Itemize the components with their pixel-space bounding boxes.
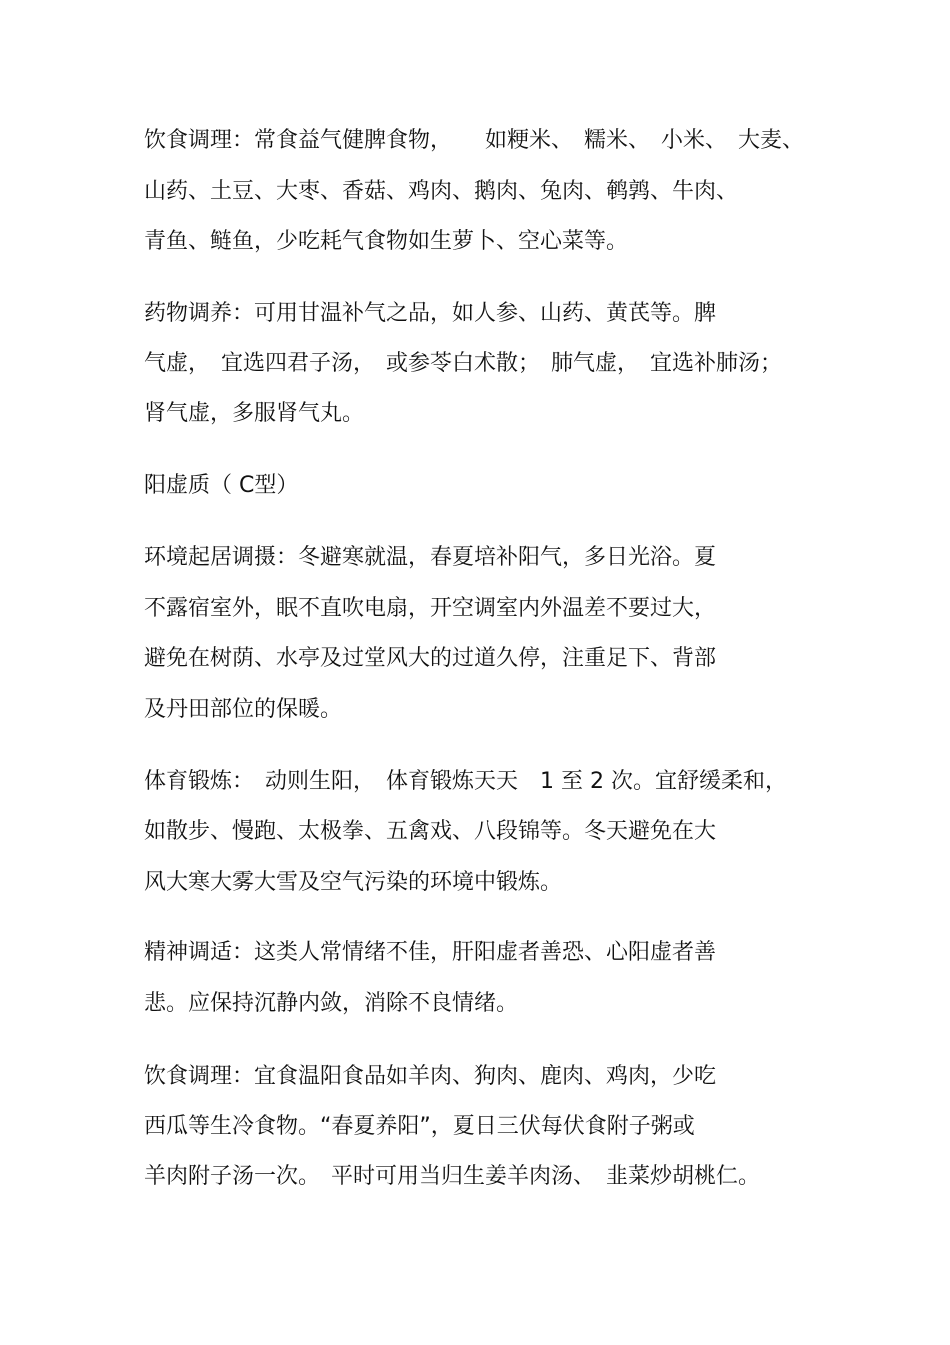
text-line: 环境起居调摄：冬避寒就温，春夏培补阳气，多日光浴。夏 [144, 545, 717, 570]
text-line: 饮食调理：常食益气健脾食物， 如粳米、 糯米、 小米、 大麦、 [144, 128, 805, 153]
text-line: 如散步、慢跑、太极拳、五禽戏、八段锦等。冬天避免在大 [144, 819, 717, 844]
text-line: 不露宿室外，眠不直吹电扇，开空调室内外温差不要过大， [144, 596, 717, 621]
text-line: 体育锻炼： 动则生阳， 体育锻炼天天 1 至 2 次。宜舒缓柔和， [144, 769, 787, 794]
text-line: 精神调适：这类人常情绪不佳，肝阳虚者善恐、心阳虚者善 [144, 940, 717, 965]
text-line: 避免在树荫、水亭及过堂风大的过道久停，注重足下、背部 [144, 646, 717, 671]
text-line: 悲。应保持沉静内敛，消除不良情绪。 [144, 991, 519, 1016]
text-line: 山药、土豆、大枣、香菇、鸡肉、鹅肉、兔肉、鹌鹑、牛肉、 [144, 179, 739, 204]
text-line: 及丹田部位的保暖。 [144, 697, 343, 722]
text-line: 风大寒大雾大雪及空气污染的环境中锻炼。 [144, 870, 563, 895]
text-line: 肾气虚，多服肾气丸。 [144, 401, 365, 426]
text-line: 青鱼、鲢鱼，少吃耗气食物如生萝卜、空心菜等。 [144, 229, 629, 254]
text-line: 羊肉附子汤一次。 平时可用当归生姜羊肉汤、 韭菜炒胡桃仁。 [144, 1164, 761, 1189]
section-heading: 阳虚质（ C型） [144, 473, 299, 498]
text-line: 药物调养：可用甘温补气之品，如人参、山药、黄芪等。脾 [144, 301, 717, 326]
text-line: 气虚， 宜选四君子汤， 或参苓白术散； 肺气虚， 宜选补肺汤； [144, 351, 783, 376]
text-line: 西瓜等生冷食物。“春夏养阳”，夏日三伏每伏食附子粥或 [144, 1114, 695, 1139]
text-line: 饮食调理：宜食温阳食品如羊肉、狗肉、鹿肉、鸡肉，少吃 [144, 1064, 717, 1089]
